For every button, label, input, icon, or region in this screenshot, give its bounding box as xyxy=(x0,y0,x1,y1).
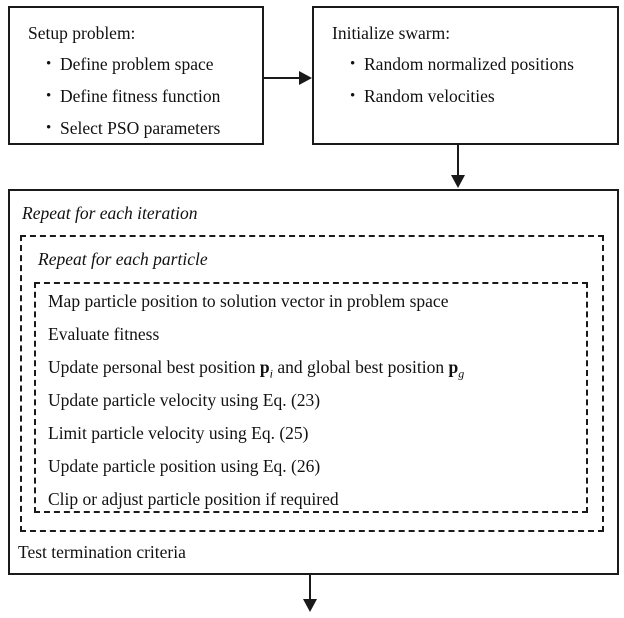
arrowhead-right-icon xyxy=(299,71,312,85)
particle-steps-box xyxy=(34,282,588,513)
global-best-subscript: g xyxy=(458,366,465,381)
arrow-loop-output xyxy=(309,575,311,600)
bullet-icon: • xyxy=(46,120,52,136)
list-item xyxy=(10,112,262,144)
list-item-label: Random normalized positions xyxy=(364,54,574,74)
initialize-swarm-list xyxy=(314,48,617,112)
iteration-loop-label: Repeat for each iteration xyxy=(22,203,198,223)
list-item-label: Define fitness function xyxy=(60,86,221,106)
bullet-icon: • xyxy=(350,56,356,72)
step-evaluate-fitness: Evaluate fitness xyxy=(48,324,160,344)
list-item xyxy=(10,48,262,80)
particle-loop-box xyxy=(20,235,604,532)
bullet-icon: • xyxy=(46,88,52,104)
step-update-position: Update particle position using Eq. (26) xyxy=(48,456,321,476)
list-item xyxy=(10,80,262,112)
arrow-setup-to-swarm xyxy=(263,77,300,79)
step-update-best xyxy=(48,351,586,384)
step-update-best-mid: and global best position xyxy=(272,357,449,377)
initialize-swarm-box xyxy=(312,6,619,145)
step-update-velocity: Update particle velocity using Eq. (23) xyxy=(48,390,321,410)
bullet-icon: • xyxy=(46,56,52,72)
step-update-best-pre: Update personal best position xyxy=(48,357,260,377)
list-item-label: Random velocities xyxy=(364,86,495,106)
setup-problem-box xyxy=(8,6,264,145)
step-limit-velocity: Limit particle velocity using Eq. (25) xyxy=(48,423,309,443)
setup-problem-title: Setup problem: xyxy=(28,23,136,43)
arrow-swarm-to-loop xyxy=(457,145,459,177)
list-item xyxy=(314,48,617,80)
step-map-position: Map particle position to solution vector in problem space xyxy=(48,291,449,311)
list-item-label: Select PSO parameters xyxy=(60,118,221,138)
bullet-icon: • xyxy=(350,88,356,104)
termination-criteria-label: Test termination criteria xyxy=(18,542,186,562)
arrowhead-down-icon xyxy=(303,599,317,612)
initialize-swarm-title: Initialize swarm: xyxy=(332,23,451,43)
personal-best-symbol: p xyxy=(259,357,270,377)
setup-problem-list xyxy=(10,48,262,144)
personal-best-subscript: i xyxy=(269,366,273,381)
global-best-symbol: p xyxy=(448,357,459,377)
step-clip-position: Clip or adjust particle position if required xyxy=(48,489,339,509)
arrowhead-down-icon xyxy=(451,175,465,188)
list-item xyxy=(314,80,617,112)
particle-loop-label: Repeat for each particle xyxy=(38,249,208,269)
list-item-label: Define problem space xyxy=(60,54,214,74)
iteration-loop-box xyxy=(8,189,619,575)
